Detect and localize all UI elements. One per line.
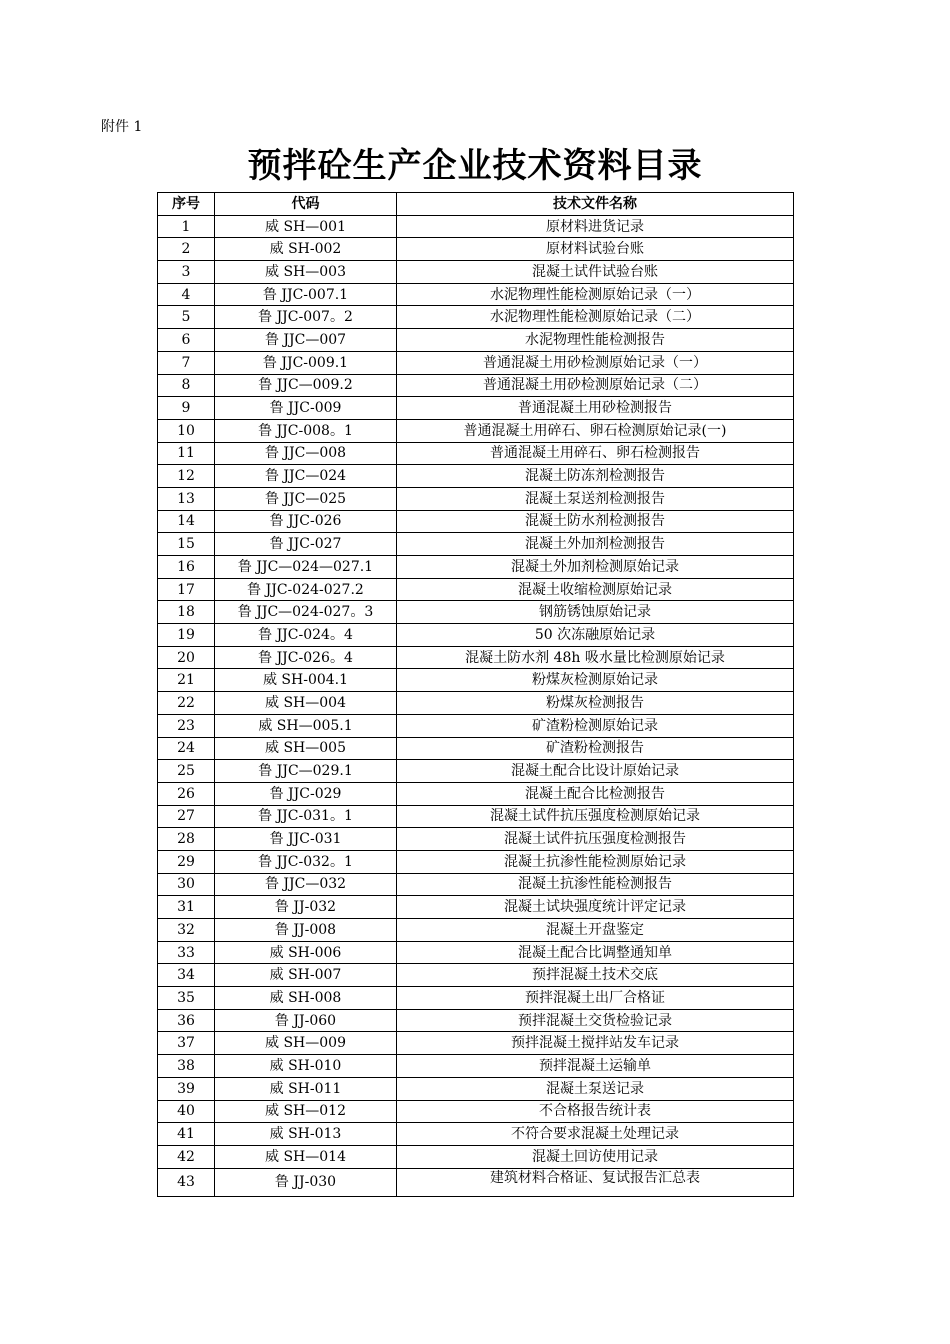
cell-serial-number: 13 xyxy=(158,487,215,510)
table-row xyxy=(158,987,794,1010)
cell-serial-number: 36 xyxy=(158,1009,215,1032)
cell-serial-number: 6 xyxy=(158,329,215,352)
cell-code: 鲁 JJC-031。1 xyxy=(215,805,397,828)
cell-serial-number: 12 xyxy=(158,465,215,488)
cell-document-name: 普通混凝土用碎石、卵石检测报告 xyxy=(397,442,794,465)
cell-document-name: 混凝土抗渗性能检测报告 xyxy=(397,873,794,896)
table-row xyxy=(158,941,794,964)
cell-serial-number: 27 xyxy=(158,805,215,828)
cell-document-name: 原材料进货记录 xyxy=(397,215,794,238)
cell-document-name: 混凝土外加剂检测报告 xyxy=(397,533,794,556)
table-row xyxy=(158,1032,794,1055)
cell-document-name: 混凝土泵送记录 xyxy=(397,1077,794,1100)
cell-document-name: 混凝土泵送剂检测报告 xyxy=(397,487,794,510)
cell-code: 威 SH-007 xyxy=(215,964,397,987)
cell-document-name: 水泥物理性能检测原始记录（一） xyxy=(397,283,794,306)
cell-document-name: 混凝土防冻剂检测报告 xyxy=(397,465,794,488)
cell-serial-number: 9 xyxy=(158,397,215,420)
cell-code: 威 SH-013 xyxy=(215,1123,397,1146)
cell-serial-number: 23 xyxy=(158,714,215,737)
cell-serial-number: 19 xyxy=(158,624,215,647)
cell-serial-number: 1 xyxy=(158,215,215,238)
cell-code: 鲁 JJC-032。1 xyxy=(215,850,397,873)
cell-code: 鲁 JJC-008。1 xyxy=(215,419,397,442)
cell-serial-number: 21 xyxy=(158,669,215,692)
cell-document-name: 混凝土试件试验台账 xyxy=(397,261,794,284)
table-row xyxy=(158,964,794,987)
cell-serial-number: 28 xyxy=(158,828,215,851)
table-row xyxy=(158,419,794,442)
cell-serial-number: 35 xyxy=(158,987,215,1010)
cell-code: 威 SH—004 xyxy=(215,692,397,715)
cell-serial-number: 8 xyxy=(158,374,215,397)
cell-document-name: 混凝土开盘鉴定 xyxy=(397,919,794,942)
cell-document-name: 不符合要求混凝土处理记录 xyxy=(397,1123,794,1146)
cell-code: 鲁 JJC-027 xyxy=(215,533,397,556)
table-row xyxy=(158,397,794,420)
table-row xyxy=(158,896,794,919)
cell-serial-number: 25 xyxy=(158,760,215,783)
cell-document-name: 普通混凝土用砂检测报告 xyxy=(397,397,794,420)
cell-code: 鲁 JJC—029.1 xyxy=(215,760,397,783)
cell-serial-number: 2 xyxy=(158,238,215,261)
cell-serial-number: 3 xyxy=(158,261,215,284)
cell-code: 鲁 JJ-060 xyxy=(215,1009,397,1032)
cell-serial-number: 32 xyxy=(158,919,215,942)
table-row xyxy=(158,737,794,760)
table-row xyxy=(158,556,794,579)
cell-document-name: 不合格报告统计表 xyxy=(397,1100,794,1123)
cell-code: 鲁 JJC-031 xyxy=(215,828,397,851)
header-code: 代码 xyxy=(215,193,397,216)
cell-serial-number: 20 xyxy=(158,646,215,669)
table-row xyxy=(158,805,794,828)
cell-serial-number: 30 xyxy=(158,873,215,896)
attachment-label: 附件 1 xyxy=(101,119,143,135)
cell-code: 鲁 JJC—025 xyxy=(215,487,397,510)
cell-code: 威 SH—005.1 xyxy=(215,714,397,737)
table-row xyxy=(158,374,794,397)
cell-document-name: 50 次冻融原始记录 xyxy=(397,624,794,647)
table-row xyxy=(158,1055,794,1078)
cell-serial-number: 7 xyxy=(158,351,215,374)
cell-document-name: 混凝土防水剂检测报告 xyxy=(397,510,794,533)
document-table xyxy=(157,192,794,1197)
cell-code: 鲁 JJC—007 xyxy=(215,329,397,352)
table-row xyxy=(158,714,794,737)
cell-document-name: 预拌混凝土出厂合格证 xyxy=(397,987,794,1010)
cell-serial-number: 34 xyxy=(158,964,215,987)
cell-serial-number: 10 xyxy=(158,419,215,442)
cell-code: 鲁 JJC-024-027.2 xyxy=(215,578,397,601)
cell-serial-number: 24 xyxy=(158,737,215,760)
cell-document-name: 混凝土回访使用记录 xyxy=(397,1145,794,1168)
cell-document-name: 混凝土外加剂检测原始记录 xyxy=(397,556,794,579)
cell-code: 鲁 JJ-030 xyxy=(215,1168,397,1196)
cell-code: 鲁 JJC-029 xyxy=(215,782,397,805)
cell-code: 鲁 JJC-024。4 xyxy=(215,624,397,647)
cell-serial-number: 26 xyxy=(158,782,215,805)
table-row xyxy=(158,578,794,601)
table-row xyxy=(158,1123,794,1146)
cell-serial-number: 17 xyxy=(158,578,215,601)
table-row xyxy=(158,510,794,533)
cell-code: 鲁 JJC-026。4 xyxy=(215,646,397,669)
cell-document-name: 矿渣粉检测原始记录 xyxy=(397,714,794,737)
cell-document-name: 混凝土试件抗压强度检测报告 xyxy=(397,828,794,851)
cell-code: 威 SH-011 xyxy=(215,1077,397,1100)
cell-serial-number: 22 xyxy=(158,692,215,715)
cell-code: 威 SH-008 xyxy=(215,987,397,1010)
cell-code: 威 SH—014 xyxy=(215,1145,397,1168)
cell-document-name: 普通混凝土用碎石、卵石检测原始记录(一) xyxy=(397,419,794,442)
table-row xyxy=(158,873,794,896)
cell-document-name: 混凝土配合比调整通知单 xyxy=(397,941,794,964)
cell-code: 鲁 JJ-008 xyxy=(215,919,397,942)
cell-document-name: 混凝土抗渗性能检测原始记录 xyxy=(397,850,794,873)
header-serial-number: 序号 xyxy=(158,193,215,216)
cell-code: 威 SH—009 xyxy=(215,1032,397,1055)
table-row xyxy=(158,283,794,306)
cell-document-name: 钢筋锈蚀原始记录 xyxy=(397,601,794,624)
cell-document-name: 预拌混凝土搅拌站发车记录 xyxy=(397,1032,794,1055)
cell-code: 鲁 JJC—009.2 xyxy=(215,374,397,397)
cell-serial-number: 41 xyxy=(158,1123,215,1146)
table-row xyxy=(158,850,794,873)
cell-document-name: 混凝土试件抗压强度检测原始记录 xyxy=(397,805,794,828)
cell-serial-number: 33 xyxy=(158,941,215,964)
cell-document-name: 预拌混凝土技术交底 xyxy=(397,964,794,987)
cell-document-name: 矿渣粉检测报告 xyxy=(397,737,794,760)
table-row xyxy=(158,1009,794,1032)
table-row xyxy=(158,261,794,284)
cell-code: 鲁 JJC-009 xyxy=(215,397,397,420)
table-row xyxy=(158,760,794,783)
cell-serial-number: 4 xyxy=(158,283,215,306)
cell-code: 鲁 JJ-032 xyxy=(215,896,397,919)
cell-document-name: 预拌混凝土运输单 xyxy=(397,1055,794,1078)
table-row xyxy=(158,1077,794,1100)
table-header-row xyxy=(158,193,794,216)
cell-code: 威 SH—001 xyxy=(215,215,397,238)
table-row xyxy=(158,306,794,329)
table-body xyxy=(158,215,794,1196)
table-row xyxy=(158,1145,794,1168)
table-row xyxy=(158,238,794,261)
page-title: 预拌砼生产企业技术资料目录 xyxy=(247,146,703,186)
cell-serial-number: 40 xyxy=(158,1100,215,1123)
cell-document-name: 混凝土配合比设计原始记录 xyxy=(397,760,794,783)
table-row xyxy=(158,329,794,352)
cell-serial-number: 43 xyxy=(158,1168,215,1196)
header-document-name: 技术文件名称 xyxy=(397,193,794,216)
cell-serial-number: 38 xyxy=(158,1055,215,1078)
cell-document-name: 普通混凝土用砂检测原始记录（一） xyxy=(397,351,794,374)
cell-code: 威 SH-010 xyxy=(215,1055,397,1078)
cell-serial-number: 5 xyxy=(158,306,215,329)
cell-serial-number: 37 xyxy=(158,1032,215,1055)
table-row xyxy=(158,533,794,556)
cell-serial-number: 11 xyxy=(158,442,215,465)
table-row xyxy=(158,442,794,465)
cell-code: 鲁 JJC-007.1 xyxy=(215,283,397,306)
table-row xyxy=(158,1168,794,1196)
cell-code: 鲁 JJC—008 xyxy=(215,442,397,465)
cell-code: 鲁 JJC—024 xyxy=(215,465,397,488)
cell-document-name: 水泥物理性能检测报告 xyxy=(397,329,794,352)
cell-serial-number: 42 xyxy=(158,1145,215,1168)
table-row xyxy=(158,646,794,669)
cell-serial-number: 39 xyxy=(158,1077,215,1100)
table-row xyxy=(158,1100,794,1123)
table-row xyxy=(158,692,794,715)
cell-document-name: 预拌混凝土交货检验记录 xyxy=(397,1009,794,1032)
cell-serial-number: 14 xyxy=(158,510,215,533)
table-row xyxy=(158,601,794,624)
cell-code: 鲁 JJC-007。2 xyxy=(215,306,397,329)
cell-document-name: 粉煤灰检测原始记录 xyxy=(397,669,794,692)
cell-serial-number: 16 xyxy=(158,556,215,579)
table-row xyxy=(158,465,794,488)
cell-code: 鲁 JJC-026 xyxy=(215,510,397,533)
cell-document-name: 水泥物理性能检测原始记录（二） xyxy=(397,306,794,329)
cell-code: 鲁 JJC-009.1 xyxy=(215,351,397,374)
table-row xyxy=(158,487,794,510)
cell-serial-number: 18 xyxy=(158,601,215,624)
cell-code: 鲁 JJC—024—027.1 xyxy=(215,556,397,579)
cell-serial-number: 29 xyxy=(158,850,215,873)
cell-code: 威 SH-006 xyxy=(215,941,397,964)
cell-document-name: 建筑材料合格证、复试报告汇总表 xyxy=(397,1168,794,1196)
cell-code: 威 SH—005 xyxy=(215,737,397,760)
cell-code: 威 SH-002 xyxy=(215,238,397,261)
table-row xyxy=(158,828,794,851)
table-row xyxy=(158,669,794,692)
cell-document-name: 混凝土收缩检测原始记录 xyxy=(397,578,794,601)
cell-code: 鲁 JJC—024-027。3 xyxy=(215,601,397,624)
table-row xyxy=(158,919,794,942)
cell-code: 威 SH-004.1 xyxy=(215,669,397,692)
cell-document-name: 混凝土试块强度统计评定记录 xyxy=(397,896,794,919)
cell-document-name: 原材料试验台账 xyxy=(397,238,794,261)
cell-code: 威 SH—003 xyxy=(215,261,397,284)
cell-code: 威 SH—012 xyxy=(215,1100,397,1123)
cell-code: 鲁 JJC—032 xyxy=(215,873,397,896)
table-row xyxy=(158,351,794,374)
cell-document-name: 混凝土配合比检测报告 xyxy=(397,782,794,805)
cell-document-name: 普通混凝土用砂检测原始记录（二） xyxy=(397,374,794,397)
table-row xyxy=(158,215,794,238)
cell-serial-number: 15 xyxy=(158,533,215,556)
cell-serial-number: 31 xyxy=(158,896,215,919)
table-row xyxy=(158,624,794,647)
table-row xyxy=(158,782,794,805)
cell-document-name: 粉煤灰检测报告 xyxy=(397,692,794,715)
cell-document-name: 混凝土防水剂 48h 吸水量比检测原始记录 xyxy=(397,646,794,669)
